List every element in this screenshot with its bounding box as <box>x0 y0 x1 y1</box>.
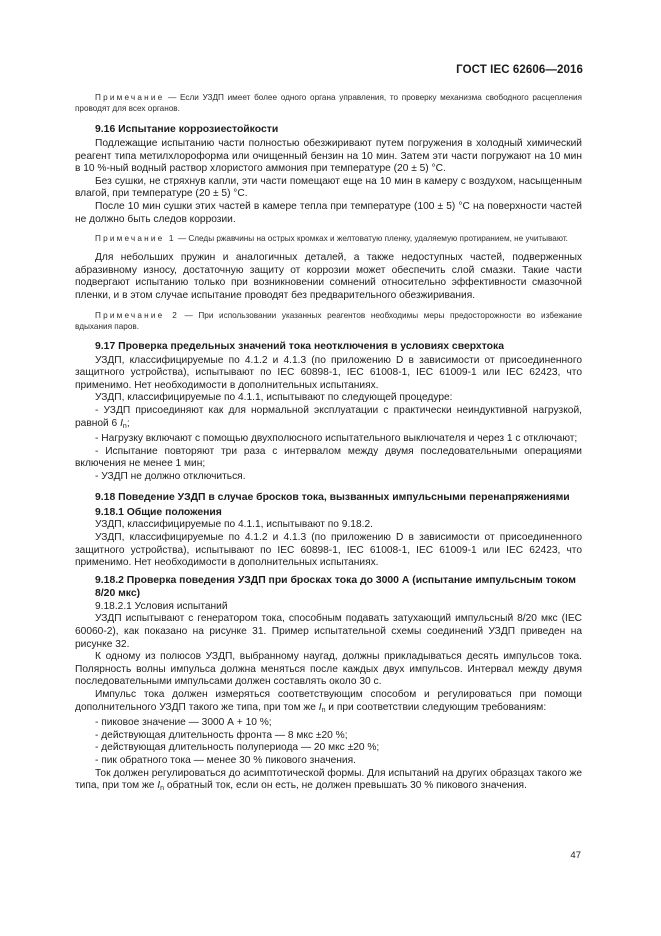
paragraph-text: обратный ток, если он есть, не должен превышать 30 % пикового значения. <box>164 780 527 792</box>
section-9-18-title: 9.18 Поведение УЗДП в случае бросков тока, вызванных импульсными перенапряжениями <box>95 492 570 504</box>
paragraph: Подлежащие испытанию части полностью обезжиривают путем погружения в холодный химический реагент типа метилхлороформа или очищенный бензин на 10 мин. Затем эти части погружают на 10 мин в 10 %-ный водный раствор хлористого аммония при температуре (20 ± 5) °С. <box>75 138 582 175</box>
symbol-i: I <box>120 417 123 429</box>
section-9-18-1-title: 9.18.1 Общие положения <box>95 507 222 519</box>
paragraph-text: Ток должен регулироваться до асимптотической формы. Для испытаний на других образцах такого же типа, при том же <box>75 767 582 792</box>
note-2 <box>75 310 582 332</box>
note-text: — Следы ржавчины на острых кромках и желтоватую пленку, удаляемую протиранием, не учитывают. <box>175 234 568 244</box>
list-item <box>75 405 582 433</box>
symbol-subscript: n <box>122 422 127 430</box>
symbol-subscript: n <box>321 706 326 714</box>
paragraph <box>75 768 582 796</box>
paragraph <box>75 689 582 717</box>
document-header: ГОСТ IEC 62606—2016 <box>456 64 583 76</box>
paragraph: УЗДП, классифицируемые по 4.1.2 и 4.1.3 (по приложению D в зависимости от присоединенного защитного устройства), испытывают по IEC 60898-1, IEC 61008-1, IEC 61009-1 или IEC 62423, что применимо. Нет необходимости в дополнительных испытаниях. <box>75 532 582 569</box>
symbol-subscript: n <box>160 785 165 793</box>
list-item: - Испытание повторяют три раза с интервалом между двумя последовательными операциями включения не менее 1 мин; <box>75 445 582 470</box>
section-9-17-title: 9.17 Проверка предельных значений тока неотключения в условиях сверхтока <box>95 340 504 352</box>
list-item-text: ; <box>126 417 130 429</box>
section-9-18-2-1-title: 9.18.2.1 Условия испытаний <box>95 600 228 612</box>
symbol-i: I <box>157 780 161 792</box>
paragraph-text: и при соответствии следующим требованиям: <box>325 701 547 713</box>
list-item-text: - УЗДП присоединяют как для нормальной эксплуатации с практически неиндуктивной нагрузкой, равной 6 <box>75 404 582 429</box>
symbol-i: I <box>318 701 322 713</box>
list-item: - действующая длительность фронта — 8 мкс ±20 %; <box>95 729 348 741</box>
paragraph: После 10 мин сушки этих частей в камере тепла при температуре (100 ± 5) °С на поверхности частей не должно быть следов коррозии. <box>75 200 582 225</box>
note-1 <box>75 233 582 244</box>
note-label: Примечание 2 <box>95 310 179 320</box>
list-item: - пик обратного тока — менее 30 % пикового значения. <box>95 754 356 766</box>
paragraph: К одному из полюсов УЗДП, выбранному наугад, должны прикладываться десять импульсов тока. Полярность волны импульса должна меняться после каждых двух импульсов. Интервал между двумя последовательными импульсами должен составлять около 30 с. <box>75 651 582 688</box>
note-label: Примечание <box>95 93 165 102</box>
paragraph: УЗДП, классифицируемые по 4.1.2 и 4.1.3 (по приложению D в зависимости от присоединенного защитного устройства), испытывают по IEC 60898-1, IEC 61008-1, IEC 61009-1 или IEC 62423, что применимо. Нет необходимости в дополнительных испытаниях. <box>75 354 582 391</box>
note-text: — Если УЗДП имеет более одного органа управления, то проверку механизма свободного расцепления проводят для всех органов. <box>75 93 582 113</box>
section-9-16-title: 9.16 Испытание коррозиестойкости <box>95 124 279 135</box>
page-number: 47 <box>570 850 581 861</box>
list-item: - действующая длительность полупериода — 20 мкс ±20 %; <box>95 742 380 754</box>
note-text: — При использовании указанных реагентов необходимы меры предосторожности во избежание вдыхания паров. <box>75 310 582 331</box>
paragraph-text: Импульс тока должен измеряться соответствующим способом и регулироваться при помощи дополнительного УЗДП такого же типа, при том же <box>75 689 582 713</box>
page-content <box>75 92 582 796</box>
paragraph: УЗДП, классифицируемые по 4.1.1, испытывают по 9.18.2. <box>95 519 373 531</box>
paragraph: Без сушки, не стряхнув капли, эти части помещают еще на 10 мин в камеру с воздухом, насыщенным влагой, при температуре (20 ± 5) °С. <box>75 175 582 200</box>
section-9-18-2-title: 9.18.2 Проверка поведения УЗДП при бросках тока до 3000 А (испытание импульсным током 8/20 мкс) <box>95 574 576 599</box>
paragraph: УЗДП испытывают с генератором тока, способным подавать затухающий импульсный 8/20 мкс (IEC 60060-2), как показано на рисунке 31. Пример испытательной схемы соединений УЗДП приведен на рисунке 32. <box>75 613 582 650</box>
note-free-release <box>75 92 582 114</box>
list-item: - пиковое значение — 3000 А + 10 %; <box>95 717 272 729</box>
list-item: - Нагрузку включают с помощью двухполюсного испытательного выключателя и через 1 с отключают; <box>95 433 578 445</box>
note-label: Примечание 1 <box>95 234 176 244</box>
list-item: - УЗДП не должно отключиться. <box>95 470 246 482</box>
paragraph: Для небольших пружин и аналогичных деталей, а также недоступных частей, подверженных абразивному износу, достаточную защиту от коррозии может обеспечить слой смазки. Такие части подвергают испытанию только при возникновении сомнений относительно эффективности смазочной пленки, и в этом случае испытание проводят без предварительного обезжиривания. <box>75 252 582 301</box>
paragraph: УЗДП, классифицируемые по 4.1.1, испытывают по следующей процедуре: <box>95 392 453 404</box>
